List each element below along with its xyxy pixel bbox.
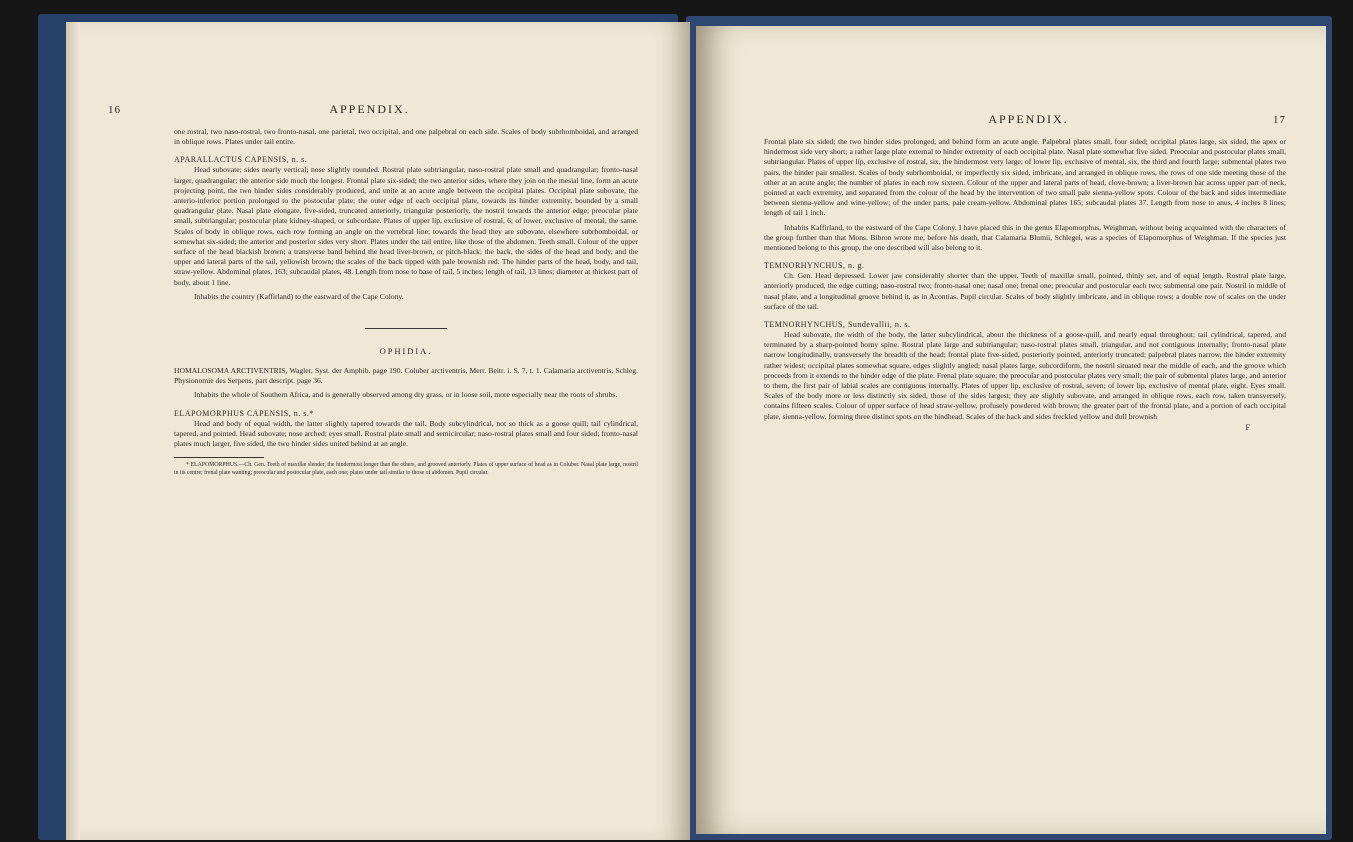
footnote: * ELAPOMORPHUS.—Ch. Gen. Teeth of maxillæ slender, the hindermost longer than the others, and grooved anteriorly. Plates of upper surface of head as in Coluber. Nasal plate large, nostril in its centre; frenal plate wanting; preocular and postocular plate, each one; plates under tail similar to those of abdomen. Pupil circular. xyxy=(174,462,638,476)
homalosoma-heading: HOMALOSOMA ARCTIVENTRIS, xyxy=(174,366,288,376)
opening-paragraph: one rostral, two naso-rostral, two fronto-nasal, one parietal, two occipital, and one palpebral on each side. Scales of body subrhomboidal, and arranged in oblique rows. Plates under tail entire. xyxy=(174,127,638,147)
left-page xyxy=(66,22,690,840)
left-page-header xyxy=(108,102,638,117)
genus-heading: TEMNORHYNCHUS, n. g. xyxy=(764,261,865,271)
homalosoma-citation: Wagler, Syst. der Amphib. page 190. Coluber arctiventris, Merr. Beitr. i. S. 7, t. 1. Calamaria arctiventris, Schleg. Physionomie des Serpens, part descript. page 36. xyxy=(174,366,638,386)
signature-mark: F xyxy=(1245,422,1250,432)
right-running-head: APPENDIX. xyxy=(988,112,1069,126)
elapomorphus-description: Head and body of equal width, the latter slightly tapered towards the tail. Body subcylindrical, not so thick as a goose quill; tail cylindrical, tapered, and pointed. Head subovate; nose arched; eyes small. Rostral plate small and semicircular; naso-rostral plates small and four sided; fronto-nasal plates much larger, five sided, the two hinder sides united behind at an angle. xyxy=(174,418,638,449)
right-page-header xyxy=(764,112,1286,127)
footnote-divider xyxy=(174,457,264,458)
right-page xyxy=(696,26,1326,834)
aparallactus-heading: APARALLACTUS CAPENSIS, n. s. xyxy=(174,155,308,165)
continuation-paragraph: Frontal plate six sided; the two hinder sides prolonged, and behind form an acute angle. Palpebral plates small, four sided; occipital plates large, six sided, the apex or hindermost side very short; a rather large plate external to hinder extremity of each occipital plate. Nasal plate somewhat five sided. Preocular and postocular plates small, subtriangular. Plates of upper lip, exclusive of rostral, six, the hindermost very large; of lower lip, exclusive of mental, six, the third and fourth large; submental plates two pairs, the hinder pair smallest. Scales of body subrhomboidal, or imperfectly six sided, imbricate, and arranged in oblique rows, the rows of one side meeting those of the other at an acute angle; the number of plates in each row sixteen. Colour of the upper and lateral parts of head, clove-brown; a liver-brown bar across upper part of neck, pointed at each extremity, and separated from the colour of the head by the intervention of two small pale sienna-yellow spots. Colour of the back and sides intermediate between sienna-yellow and wine-yellow; of the under parts, pale cream-yellow. Abdominal plates 165; subcaudal plates 37. Length from nose to anus, 4 inches 8 lines; length of tail 1 inch. xyxy=(764,137,1286,218)
homalosoma-entry xyxy=(174,366,638,386)
species-description: Head subovate, the width of the body, the latter subcylindrical, about the thickness of a goose-quill, and nearly equal throughout; tail cylindrical, tapered, and terminated by a sharp-pointed horny spine. Rostral plate large and subtriangular; naso-rostral plates small, triangular, and not contiguous internally; fronto-nasal plate narrow longitudinally, transversely the breadth of the head; frontal plate five-sided, posteriorly pointed, anteriorly truncated; palpebral plates narrow, the hinder extremity rather widest; occipital plates somewhat square, edges slightly angled; nasal plates large, subcordiform, the nostril situated near the middle of each, and the groove which proceeds from it extends to the hinder edge of the plate. Frenal plate square; the preocular and postocular plates very small; the pair of submental plates large, and anterior to them, the first pair of labial scales are contiguous internally. Plates of upper lip, exclusive of rostral, seven; of lower lip, exclusive of mental plate, eight. Eyes small. Scales of the body more or less distinctly six sided, those of the sides largest; they are slightly subovate, and arranged in oblique rows, each row, taken transversely, contains fifteen scales. Colour of upper surface of head straw-yellow, profusely powdered with brown; the greater part of the frontal plate, and a portion of each occipital plate, sienna-yellow, forming three distinct spots on the hindhead. Scales of the back and sides freckled yellow and dull brownish xyxy=(764,330,1286,421)
homalosoma-inhabits: Inhabits the whole of Southern Africa, and is generally observed among dry grass, or in loose soil, more especially near the roots of shrubs. xyxy=(194,390,618,400)
section-heading-ophidia: OPHIDIA. xyxy=(379,347,433,357)
left-running-head: APPENDIX. xyxy=(329,102,410,116)
genus-description: Ch. Gen. Head depressed. Lower jaw considerably shorter than the upper. Teeth of maxillæ small, pointed, thinly set, and of equal length. Rostral plate large, anteriorly produced, the edge cutting; naso-rostral two; fronto-nasal one; nasal one; frenal one; preocular and postocular each two; submental one pair. Nostril in middle of nasal plate, and a longitudinal groove behind it, as in Acontias. Pupil circular. Scales of body slightly imbricate, and in oblique rows; a double row of scales on the under surface of the tail. xyxy=(764,271,1286,311)
remarks-paragraph: Inhabits Kaffirland, to the eastward of the Cape Colony. I have placed this in the genus Elapomorphus, Weighman, without being acquainted with the characters of the group further than that Mons. Bibron wrote me, before his death, that Calamaria Blumii, Schlegel, was a species of Elapomorphus of Weighman. If the species just mentioned belong to this group, the one described will also belong to it. xyxy=(764,222,1286,253)
right-page-number: 17 xyxy=(1273,114,1286,126)
elapomorphus-heading: ELAPOMORPHUS CAPENSIS, n. s.* xyxy=(174,408,314,418)
species-heading: TEMNORHYNCHUS, Sundevallii, n. s. xyxy=(764,320,911,330)
aparallactus-inhabits: Inhabits the country (Kaffirland) to the eastward of the Cape Colony. xyxy=(194,291,404,301)
left-page-number: 16 xyxy=(108,104,121,116)
aparallactus-description: Head subovate; sides nearly vertical; nose slightly rounded. Rostral plate subtriangular, naso-rostral plate small and quadrangular; fronto-nasal larger, quadrangular; the anterior side much the longest. Frontal plate six-sided; the two anterior sides, where they join on the mesial line, form an acute projecting point, the two hinder sides considerably produced, and unite at an acute angle between the occipital plates. Occipital plate subovate, the anterio-inferior portion prolonged to the postocular plate; the outer edge of each occipital plate, towards its hinder extremity, bounded by a small quadrangular plate. Nasal plate elongate, five-sided, truncated anteriorly, triangular posteriorly, the nostril towards the anterior edge; preocular plate small, subtriangular; postocular plate kidney-shaped, or subcordate. Plates of upper lip, exclusive of rostral, 6; of lower, exclusive of mental, the same. Scales of body in oblique rows, each row forming an angle on the vertebral line; towards the head they are subovate, elsewhere subrhomboidal, or somewhat six-sided; the anterior and posterior sides very short. Plates under the tail entire, like those of the abdomen. Teeth small. Colour of the upper surface of the head blackish brown; a transverse band behind the head liver-brown, or pitch-black; the back, the sides of the head and body, and the upper and lateral parts of the tail, yellowish brown; the scales of the back tipped with pale brownish red. The hinder parts of the head, body, and tail, straw-yellow. Abdominal plates, 163; subcaudal plates, 48. Length from nose to base of tail, 5 inches; length of tail, 13 lines; diameter at thickest part of body, about 1 line. xyxy=(174,165,638,287)
section-divider xyxy=(365,328,447,329)
